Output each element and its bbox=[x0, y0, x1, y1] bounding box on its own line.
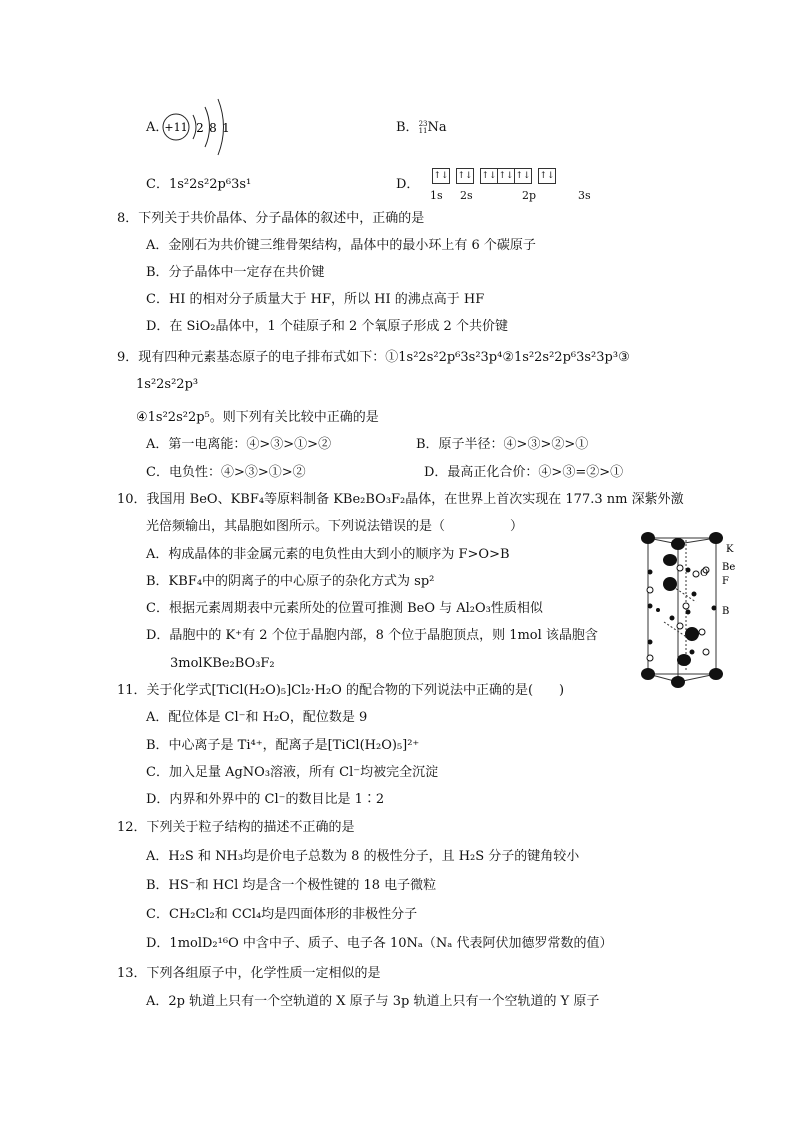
q7-option-d-label: D． bbox=[396, 177, 420, 192]
q10-option-c: C．根据元素周期表中元素所处的位置可推测 BeO 与 Al₂O₃性质相似 bbox=[146, 601, 543, 616]
q12-option-c: C．CH₂Cl₂和 CCl₄均是四面体形的非极性分子 bbox=[146, 907, 418, 922]
q7-option-b bbox=[396, 120, 447, 136]
legend-f: F bbox=[722, 576, 729, 587]
q10-option-a: A．构成晶体的非金属元素的电负性由大到小的顺序为 F>O>B bbox=[146, 547, 510, 562]
atom-nucleus-charge: +11 bbox=[164, 121, 188, 134]
orbital-label-2p: 2p bbox=[522, 189, 537, 202]
q11-stem: 11．关于化学式[TiCl(H₂O)₅]Cl₂·H₂O 的配合物的下列说法中正确的是( ) bbox=[117, 683, 565, 698]
legend-be: Be bbox=[722, 562, 736, 573]
orbital-box: ↑↓ bbox=[497, 168, 515, 184]
q11-option-c: C．加入足量 AgNO₃溶液，所有 Cl⁻均被完全沉淀 bbox=[146, 765, 439, 780]
q11-option-d: D．内界和外界中的 Cl⁻的数目比是 1∶2 bbox=[146, 792, 385, 807]
q8-option-b: B．分子晶体中一定存在共价键 bbox=[146, 265, 325, 280]
q9-stem-cont: 1s²2s²2p³ bbox=[136, 377, 199, 392]
orbital-box: ↑↓ bbox=[432, 168, 450, 184]
atom-shell-1: 2 bbox=[196, 121, 204, 135]
q9-stem: 9．现有四种元素基态原子的电子排布式如下：①1s²2s²2p⁶3s²3p⁴②1s²2s²2p⁶3s²3p³③ bbox=[117, 350, 630, 365]
atom-shell-2: 8 bbox=[209, 121, 217, 135]
q9-option-b: B．原子半径：④>③>②>① bbox=[416, 437, 589, 452]
q9-stem-cont2: ④1s²2s²2p⁵。则下列有关比较中正确的是 bbox=[136, 410, 379, 425]
q11-option-b: B．中心离子是 Ti⁴⁺，配离子是[TiCl(H₂O)₅]²⁺ bbox=[146, 738, 420, 753]
q10-stem-cont: 光倍频输出，其晶胞如图所示。下列说法错误的是（ ） bbox=[146, 519, 524, 534]
q11-option-a: A．配位体是 Cl⁻和 H₂O，配位数是 9 bbox=[146, 710, 368, 725]
orbital-box: ↑↓ bbox=[538, 168, 556, 184]
nuclide-mass-number: 23 bbox=[418, 119, 428, 128]
legend-b: B bbox=[722, 606, 730, 617]
orbital-box: ↑↓ bbox=[514, 168, 532, 184]
q12-option-b: B．HS⁻和 HCl 均是含一个极性键的 18 电子微粒 bbox=[146, 878, 437, 893]
electron-configuration: 1s²2s²2p⁶3s¹ bbox=[168, 177, 252, 192]
q7-option-a-label: A． bbox=[146, 120, 169, 135]
crystal-unit-cell-diagram bbox=[636, 522, 748, 688]
q9-option-d: D．最高正化合价：④>③=②>① bbox=[424, 465, 624, 480]
q12-option-d: D．1molD₂¹⁶O 中含中子、质子、电子各 10Nₐ（Nₐ 代表阿伏加德罗常数的值） bbox=[146, 936, 613, 951]
orbital-box: ↑↓ bbox=[480, 168, 498, 184]
q8-option-a: A．金刚石为共价键三维骨架结构，晶体中的最小环上有 6 个碳原子 bbox=[146, 238, 536, 253]
orbital-label-2s: 2s bbox=[460, 189, 473, 202]
nuclide-atomic-number: 11 bbox=[418, 126, 428, 135]
q10-option-d-cont: 3molKBe₂BO₃F₂ bbox=[170, 656, 275, 671]
q8-option-c: C．HI 的相对分子质量大于 HF，所以 HI 的沸点高于 HF bbox=[146, 292, 485, 307]
orbital-box-diagram bbox=[432, 168, 555, 184]
q13-option-a: A．2p 轨道上只有一个空轨道的 X 原子与 3p 轨道上只有一个空轨道的 Y 原子 bbox=[146, 994, 600, 1009]
q8-option-d: D．在 SiO₂晶体中，1 个硅原子和 2 个氧原子形成 2 个共价键 bbox=[146, 319, 508, 334]
q10-stem: 10．我国用 BeO、KBF₄等原料制备 KBe₂BO₃F₂晶体，在世界上首次实现在 177.3 nm 深紫外激 bbox=[117, 492, 684, 507]
atom-shell-3: 1 bbox=[222, 121, 230, 135]
orbital-label-1s: 1s bbox=[430, 189, 443, 202]
orbital-label-3s: 3s bbox=[578, 189, 591, 202]
legend-k: K bbox=[726, 544, 734, 555]
q13-stem: 13．下列各组原子中，化学性质一定相似的是 bbox=[117, 966, 381, 981]
q12-option-a: A．H₂S 和 NH₃均是价电子总数为 8 的极性分子，且 H₂S 分子的键角较小 bbox=[146, 849, 580, 864]
orbital-box: ↑↓ bbox=[456, 168, 474, 184]
nuclide-symbol: Na bbox=[427, 120, 447, 135]
q7-option-b-label: B． bbox=[396, 120, 419, 135]
q7-option-c: C．1s²2s²2p⁶3s¹ bbox=[146, 177, 252, 192]
q9-option-a: A．第一电离能：④>③>①>② bbox=[146, 437, 332, 452]
q10-option-b: B．KBF₄中的阴离子的中心原子的杂化方式为 sp² bbox=[146, 574, 435, 589]
q8-stem: 8．下列关于共价晶体、分子晶体的叙述中，正确的是 bbox=[117, 211, 425, 226]
q10-option-d: D．晶胞中的 K⁺有 2 个位于晶胞内部，8 个位于晶胞顶点，则 1mol 该晶胞含 bbox=[146, 628, 598, 643]
legend-o: O bbox=[700, 568, 709, 579]
q12-stem: 12．下列关于粒子结构的描述不正确的是 bbox=[117, 820, 355, 835]
sodium-atom-structure-diagram bbox=[160, 95, 240, 157]
q9-option-c: C．电负性：④>③>①>② bbox=[146, 465, 306, 480]
